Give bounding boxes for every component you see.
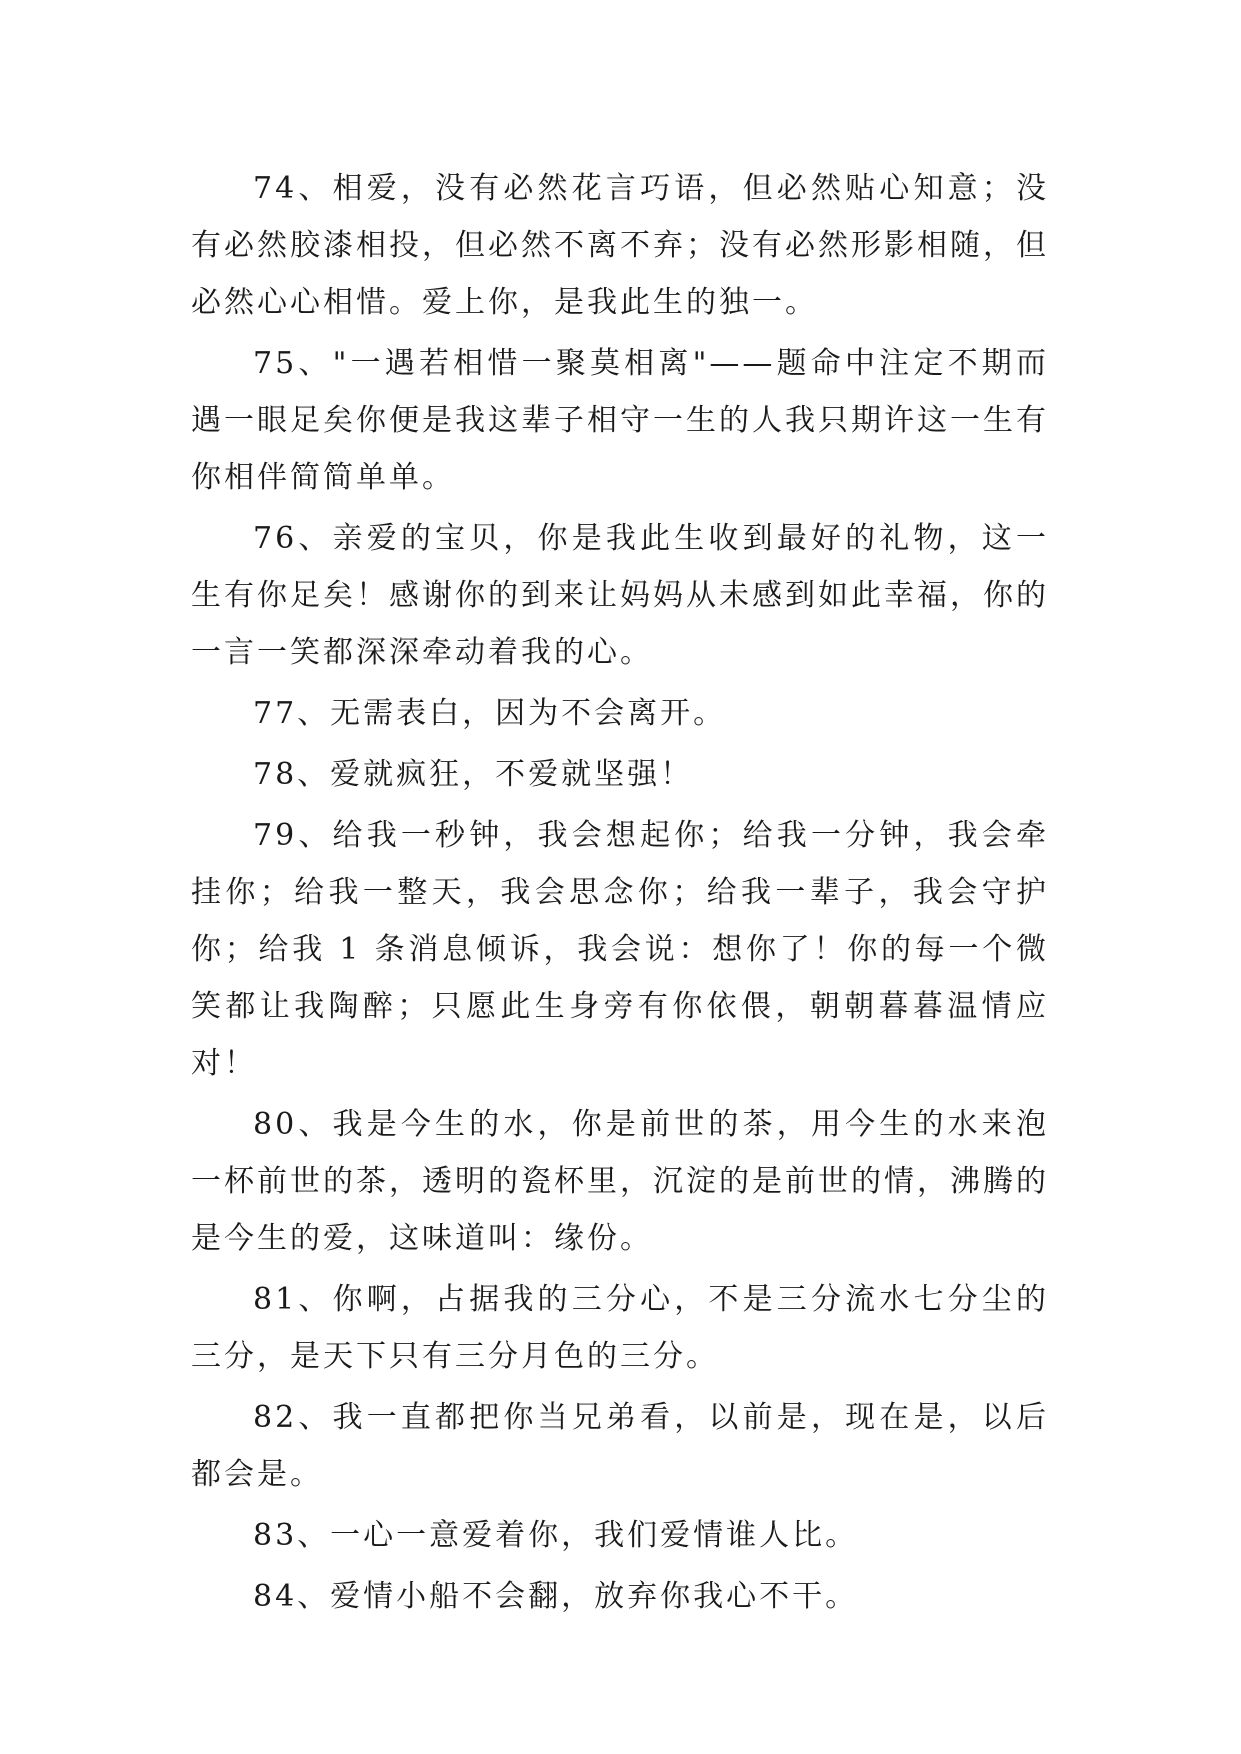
paragraph-80: 80、我是今生的水，你是前世的茶，用今生的水来泡一杯前世的茶，透明的瓷杯里，沉淀的是前世的情，沸腾的是今生的爱，这味道叫：缘份。	[191, 1107, 1049, 1256]
paragraph-76: 76、亲爱的宝贝，你是我此生收到最好的礼物，这一生有你足矣！感谢你的到来让妈妈从未感到如此幸福，你的一言一笑都深深牵动着我的心。	[191, 521, 1049, 670]
paragraph-78: 78、爱就疯狂，不爱就坚强！	[253, 757, 694, 792]
paragraph-77: 77、无需表白，因为不会离开。	[253, 696, 727, 731]
paragraph-79: 79、给我一秒钟，我会想起你；给我一分钟，我会牵挂你；给我一整天，我会思念你；给我一辈子，我会守护你；给我 1 条消息倾诉，我会说：想你了！你的每一个微笑都让我陶醉；只愿此生身旁有你依偎，朝朝暮暮温情应对！	[191, 818, 1049, 1081]
paragraph-75: 75、"一遇若相惜一聚莫相离"——题命中注定不期而遇一眼足矣你便是我这辈子相守一生的人我只期许这一生有你相伴简简单单。	[191, 346, 1049, 495]
paragraph-81: 81、你啊，占据我的三分心，不是三分流水七分尘的三分，是天下只有三分月色的三分。	[191, 1282, 1049, 1374]
paragraph-83: 83、一心一意爱着你，我们爱情谁人比。	[253, 1518, 859, 1553]
paragraph-84: 84、爱情小船不会翻，放弃你我心不干。	[253, 1579, 859, 1614]
document-body	[191, 160, 1049, 1629]
paragraph-82: 82、我一直都把你当兄弟看，以前是，现在是，以后都会是。	[191, 1400, 1049, 1492]
paragraph-74: 74、相爱，没有必然花言巧语，但必然贴心知意；没有必然胶漆相投，但必然不离不弃；没有必然形影相随，但必然心心相惜。爱上你，是我此生的独一。	[191, 171, 1049, 320]
